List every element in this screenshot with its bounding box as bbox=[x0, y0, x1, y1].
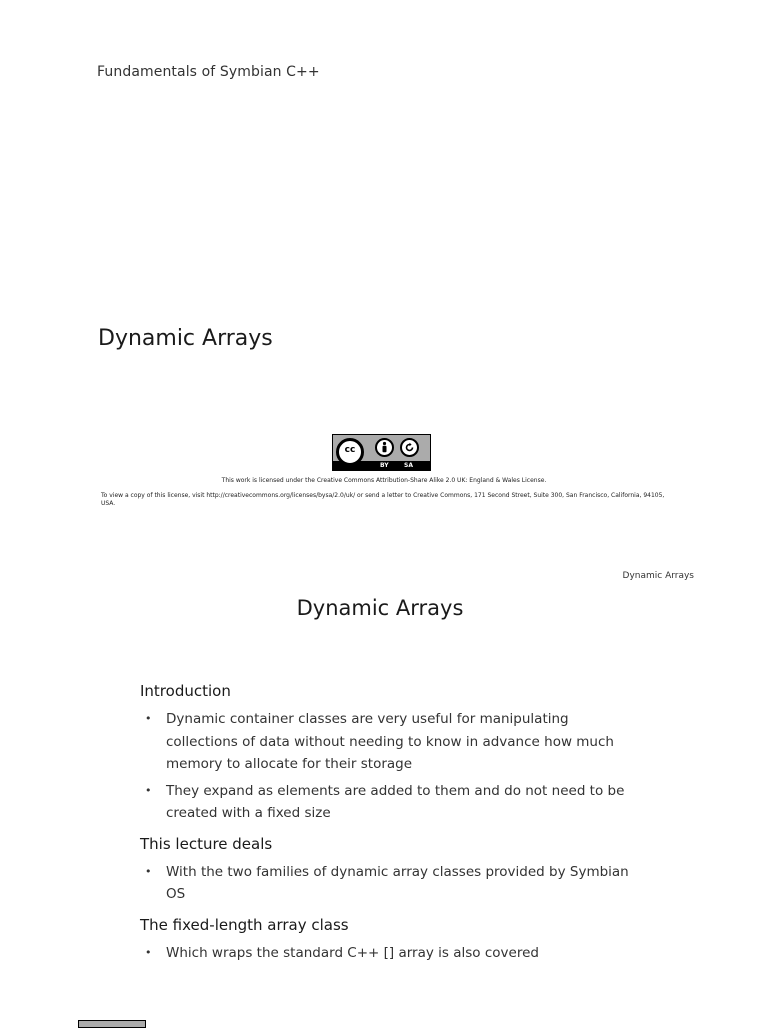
bullet-icon: • bbox=[145, 712, 152, 725]
license-text: This work is licensed under the Creative Commons Attribution-Share Alike 2.0 UK: England & Wales License. bbox=[221, 477, 547, 484]
sa-label: SA bbox=[404, 462, 413, 469]
list-item: • Dynamic container classes are very useful for manipulating collections of data without needing to know in advance how much memory to allocate for their storage bbox=[140, 708, 640, 776]
slide-header: Dynamic Arrays bbox=[622, 571, 694, 581]
bullet-list bbox=[140, 861, 640, 906]
license-contact-text: To view a copy of this license, visit http://creativecommons.org/licenses/bysa/2.0/uk/ or send a letter to Creative Commons, 171 Second Street, Suite 300, San Francisco, California, 94105, USA. bbox=[101, 492, 665, 507]
section-heading: Introduction bbox=[140, 682, 231, 700]
attribution-icon bbox=[375, 438, 394, 457]
list-item: • They expand as elements are added to them and do not need to be created with a fixed size bbox=[140, 780, 640, 825]
creative-commons-badge[interactable] bbox=[332, 434, 431, 471]
share-alike-icon bbox=[400, 438, 419, 457]
bullet-icon: • bbox=[145, 945, 152, 959]
creative-commons-badge-partial bbox=[78, 1020, 146, 1028]
bullet-icon: • bbox=[145, 864, 152, 878]
slide1-title: Dynamic Arrays bbox=[98, 326, 273, 351]
bullet-icon: • bbox=[145, 783, 152, 797]
course-title: Fundamentals of Symbian C++ bbox=[97, 64, 320, 80]
cc-icon: cc bbox=[336, 438, 364, 466]
list-item: • Which wraps the standard C++ [] array is also covered bbox=[140, 942, 640, 965]
bullet-list bbox=[140, 942, 640, 965]
bullet-list bbox=[140, 708, 640, 825]
list-item: • With the two families of dynamic array classes provided by Symbian OS bbox=[140, 861, 640, 906]
slide-content bbox=[140, 682, 640, 974]
slide2-title: Dynamic Arrays bbox=[296, 596, 464, 620]
section-heading: This lecture deals bbox=[140, 834, 273, 853]
by-label: BY bbox=[380, 462, 389, 469]
section-heading: The fixed-length array class bbox=[140, 915, 349, 934]
